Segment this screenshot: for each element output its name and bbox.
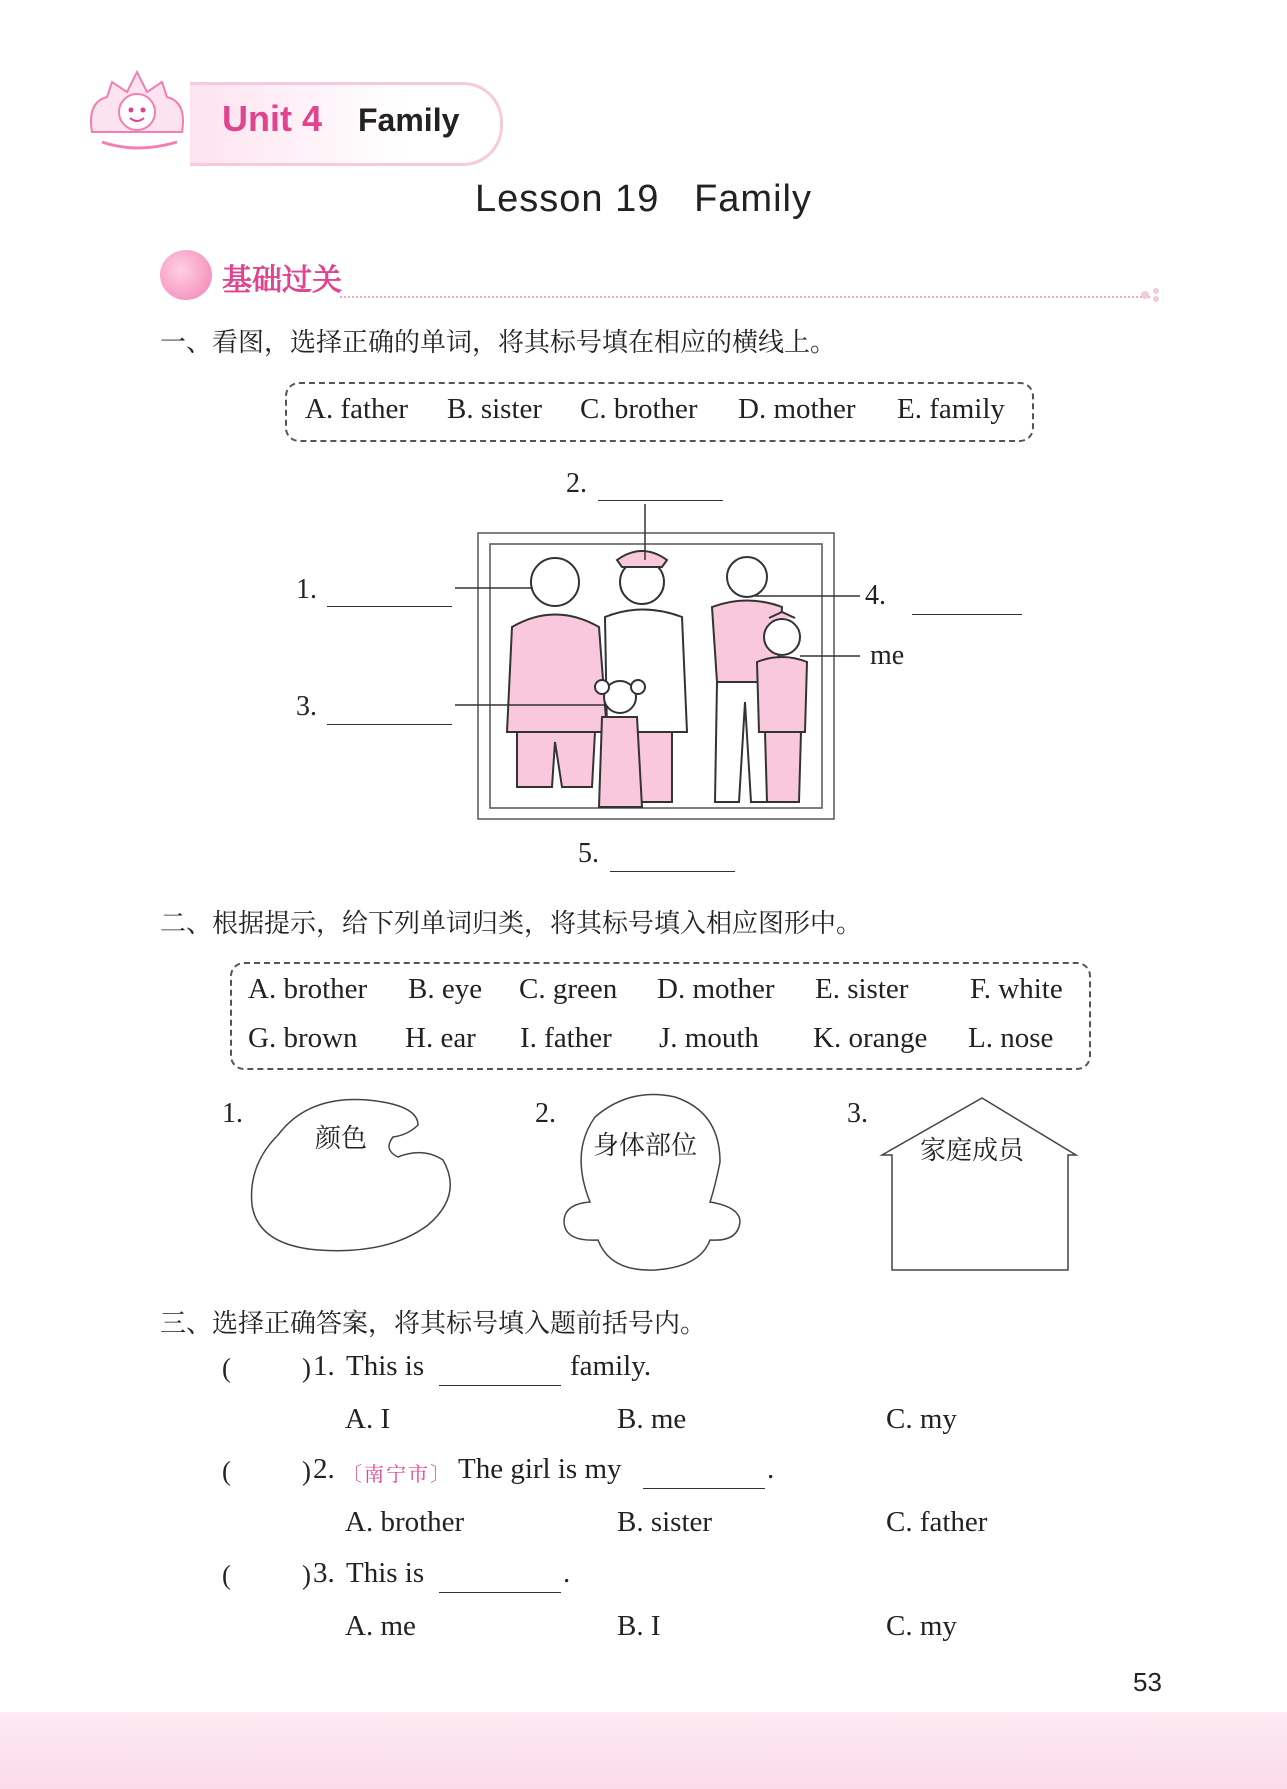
q3-choice-c: C. my [886,1610,957,1642]
label-1: 1. [296,574,317,605]
part1-option-a: A. father [305,393,409,425]
q1-close-paren: ) [302,1353,311,1383]
part2-option-k: K. orange [813,1022,928,1054]
q3-number: 3. [313,1557,335,1589]
shape3-label: 家庭成员 [920,1136,1025,1166]
q3-open-paren: ( [222,1560,231,1590]
q3-close-paren: ) [302,1560,311,1590]
part2-option-f: F. white [970,973,1063,1005]
pointer-lines [455,500,875,735]
q3-choice-b: B. I [617,1610,661,1642]
shape1-number: 1. [222,1098,243,1129]
q1-after: family. [570,1350,652,1382]
label-3: 3. [296,691,317,722]
q1-blank[interactable] [439,1385,561,1386]
q1-answer-slot[interactable] [235,1352,301,1384]
q2-before: The girl is my [458,1453,622,1485]
mascot-icon [82,62,192,157]
lesson-title: Lesson 19 Family [475,178,812,220]
q2-answer-slot[interactable] [235,1455,301,1487]
label-5: 5. [578,838,599,869]
q3-choice-a: A. me [345,1610,416,1642]
q2-after: . [767,1453,775,1485]
part2-option-h: H. ear [405,1022,476,1054]
q2-open-paren: ( [222,1456,231,1486]
blank-1[interactable] [327,606,452,607]
part2-option-g: G. brown [248,1022,358,1054]
part2-option-c: C. green [519,973,618,1005]
part1-option-e: E. family [897,393,1005,425]
shape3-number: 3. [847,1098,868,1129]
part2-option-b: B. eye [408,973,483,1005]
q2-number: 2. [313,1453,335,1485]
part1-option-b: B. sister [447,393,543,425]
label-2: 2. [566,468,587,499]
q1-choice-b: B. me [617,1403,687,1435]
shape2-label: 身体部位 [593,1131,698,1161]
blank-3[interactable] [327,724,452,725]
q1-open-paren: ( [222,1353,231,1383]
blank-2[interactable] [598,500,723,501]
head-shape[interactable] [560,1092,745,1277]
q1-number: 1. [313,1350,335,1382]
part1-option-d: D. mother [738,393,856,425]
blank-5[interactable] [610,871,735,872]
part1-option-c: C. brother [580,393,698,425]
q3-after: . [563,1557,571,1589]
part2-instruction: 二、根据提示，给下列单词归类，将其标号填入相应图形中。 [160,909,863,939]
q3-before: This is [346,1557,425,1589]
unit-label: Unit 4 [222,98,323,139]
label-4: 4. [865,580,886,611]
section-divider [340,296,1150,298]
q1-choice-c: C. my [886,1403,957,1435]
part2-option-d: D. mother [657,973,775,1005]
q3-answer-slot[interactable] [235,1559,301,1591]
q2-region-tag: 〔南宁市〕 [342,1462,452,1486]
q3-blank[interactable] [439,1592,561,1593]
house-shape[interactable] [876,1095,1081,1280]
part3-instruction: 三、选择正确答案，将其标号填入题前括号内。 [160,1309,707,1339]
part1-instruction: 一、看图，选择正确的单词，将其标号填在相应的横线上。 [160,328,837,358]
part2-option-j: J. mouth [659,1022,759,1054]
section-badge-icon [160,250,212,300]
blank-4[interactable] [912,614,1022,615]
part2-option-e: E. sister [815,973,909,1005]
part2-option-i: I. father [520,1022,612,1054]
shape1-label: 颜色 [315,1124,368,1154]
q2-choice-a: A. brother [345,1506,465,1538]
footer-band [0,1712,1287,1789]
q1-before: This is [346,1350,425,1382]
dots-icon [1140,287,1164,308]
part2-option-l: L. nose [968,1022,1054,1054]
q1-choice-a: A. I [345,1403,391,1435]
unit-name: Family [358,102,460,138]
me-label: me [870,640,905,671]
q2-blank[interactable] [643,1488,765,1489]
section-title: 基础过关 [222,263,342,298]
page-number: 53 [1133,1667,1162,1697]
shape2-number: 2. [535,1098,556,1129]
part2-option-a: A. brother [248,973,368,1005]
q2-choice-b: B. sister [617,1506,713,1538]
q2-choice-c: C. father [886,1506,988,1538]
q2-close-paren: ) [302,1456,311,1486]
